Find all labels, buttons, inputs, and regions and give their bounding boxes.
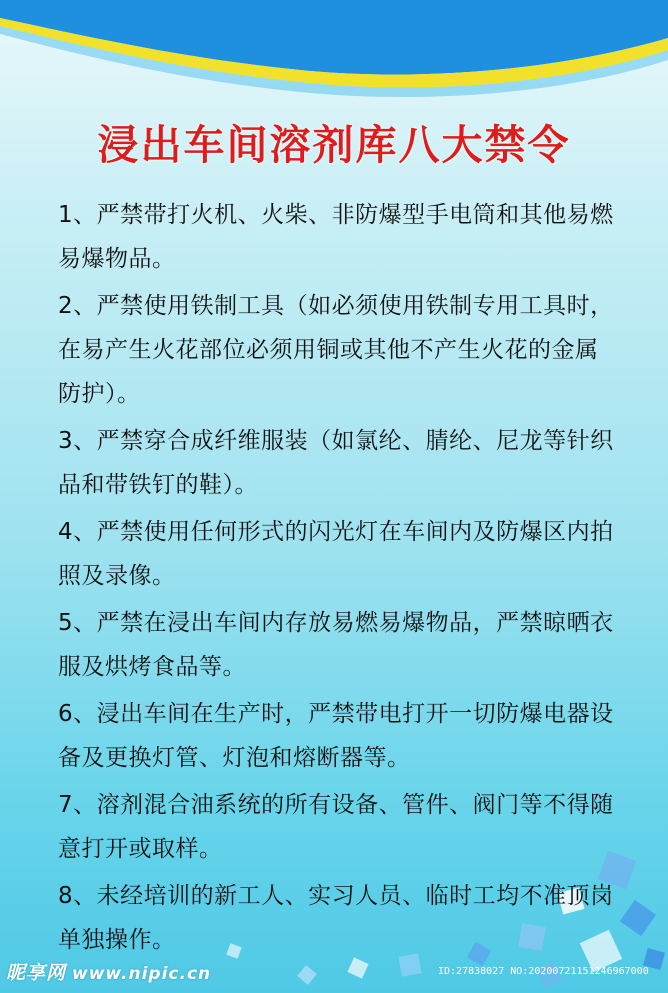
watermark-logo-text: 昵享网	[6, 962, 67, 984]
watermark-url: www.nipic.cn	[72, 964, 212, 984]
watermark-id: ID:27838027 NO:20200721151246967000	[438, 966, 649, 977]
watermark-logo	[6, 958, 211, 985]
page-title: 浸出车间溶剂库八大禁令	[97, 121, 571, 169]
list-item: 4、严禁使用任何形式的闪光灯在车间内及防爆区内拍照及录像。	[58, 519, 614, 589]
list-item: 3、严禁穿合成纤维服装（如氯纶、腈纶、尼龙等针织品和带铁钉的鞋）。	[58, 428, 614, 498]
list-item: 2、严禁使用铁制工具（如必须使用铁制专用工具时，在易产生火花部位必须用铜或其他不产生火花的金属防护）。	[58, 293, 614, 407]
list-item: 1、严禁带打火机、火柴、非防爆型手电筒和其他易燃易爆物品。	[58, 202, 614, 272]
list-item: 8、未经培训的新工人、实习人员、临时工均不准顶岗单独操作。	[58, 883, 614, 953]
list-item: 5、严禁在浸出车间内存放易燃易爆物品，严禁晾晒衣服及烘烤食品等。	[58, 610, 614, 680]
rules-list	[58, 193, 618, 965]
list-item: 6、浸出车间在生产时，严禁带电打开一切防爆电器设备及更换灯管、灯泡和熔断器等。	[58, 701, 614, 771]
list-item: 7、溶剂混合油系统的所有设备、管件、阀门等不得随意打开或取样。	[58, 792, 614, 862]
